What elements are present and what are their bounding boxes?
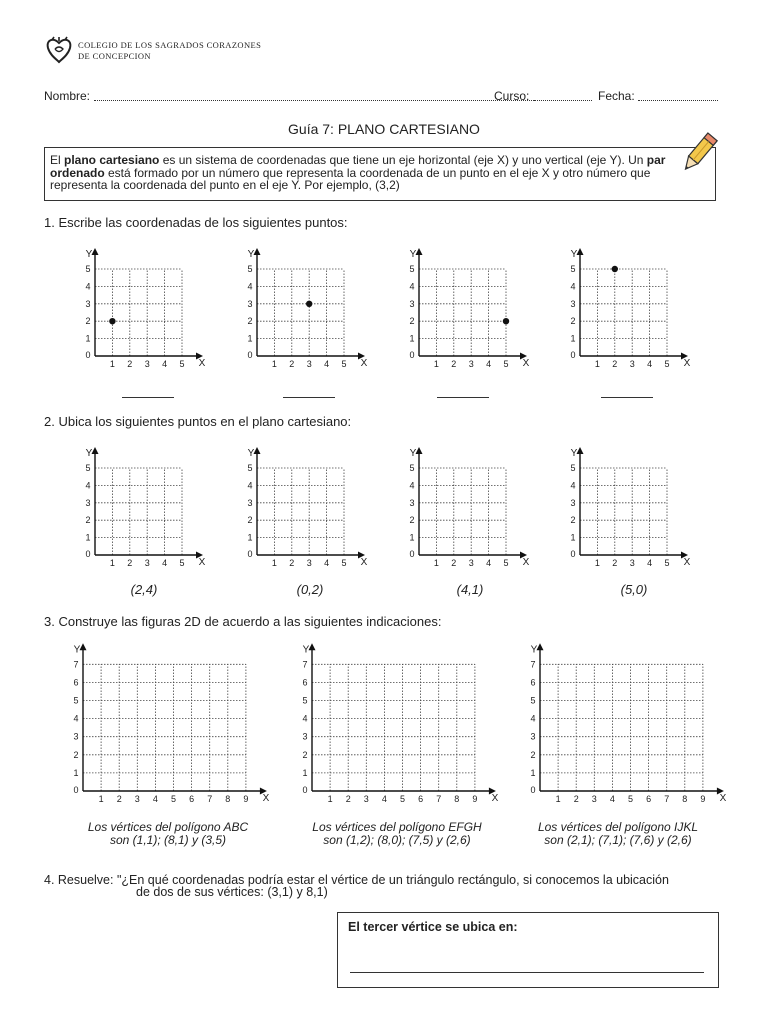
graph2-2-x-tick-label: 2 — [289, 558, 295, 568]
graph3-1-x-tick-label: 6 — [189, 794, 195, 804]
graph1-2-y-tick-label: 4 — [247, 281, 253, 292]
graph3-3-y-label: Y — [530, 644, 538, 656]
graph3-3-origin-label: 0 — [530, 785, 536, 795]
graph1-2-x-tick-label: 1 — [271, 359, 277, 369]
graph3-1-x-tick-label: 4 — [152, 794, 158, 804]
graph1-1-y-tick-label: 1 — [85, 333, 91, 344]
section4-line1: 4. Resuelve: "¿En qué coordenadas podría estar el vértice de un triángulo rectángulo, si conocemos la ubicación — [44, 873, 669, 887]
graph3-3-y-tick-label: 4 — [530, 713, 536, 724]
graph2-1-x-tick-label: 1 — [109, 558, 115, 568]
graph1-1-y-tick-label: 3 — [85, 298, 91, 309]
graph3-1-x-tick-label: 3 — [134, 794, 140, 804]
graph2-1-y-tick-label: 5 — [85, 463, 91, 473]
graph2-1-x-label: X — [198, 557, 206, 568]
graph2-4-x-tick-label: 4 — [647, 558, 653, 568]
graph2-1-x-tick-label: 4 — [162, 558, 168, 568]
caption-ijkl-line1: Los vértices del polígono IJKL — [537, 820, 699, 834]
graph2-3-x-tick-label: 1 — [433, 558, 439, 568]
caption-ijkl-line2: son (2,1); (7,1); (7,6) y (2,6) — [544, 833, 692, 847]
graph3-3-x-tick-label: 8 — [682, 794, 688, 804]
graph1-4-y-tick-label: 5 — [570, 264, 576, 274]
caption-efgh-line1: Los vértices del polígono EFGH — [312, 820, 482, 834]
graph3-3-x-tick-label: 3 — [591, 794, 597, 804]
graph1-1-y-tick-label: 4 — [85, 281, 91, 292]
graph3-2-y-tick-label: 7 — [302, 659, 308, 670]
graph3-2-x-tick-label: 3 — [363, 794, 369, 804]
graph2-1-y-arrow-icon — [92, 447, 99, 454]
graph3-3-x-tick-label: 6 — [646, 794, 652, 804]
graph2-3-y-tick-label: 4 — [409, 480, 415, 491]
graph3-1-y-arrow-icon — [80, 643, 87, 650]
graph1-4-x-tick-label: 3 — [629, 359, 635, 369]
graph2-2-y-tick-label: 4 — [247, 480, 253, 491]
graph3-2-origin-label: 0 — [302, 785, 308, 795]
graph1-1-y-label: Y — [85, 249, 93, 260]
graph3-3-x-tick-label: 7 — [664, 794, 670, 804]
graph3-3-y-arrow-icon — [537, 643, 544, 650]
graph1-3-point — [503, 318, 509, 324]
graph2-2-x-tick-label: 4 — [324, 558, 330, 568]
point-label-3: (4,1) — [456, 582, 484, 597]
graph3-2-x-tick-label: 9 — [472, 794, 478, 804]
graph3-1-x-tick-label: 5 — [170, 794, 177, 804]
point-label-2: (0,2) — [296, 582, 324, 597]
graph3-2-y-tick-label: 4 — [302, 713, 308, 724]
graph1-2-x-tick-label: 4 — [324, 359, 330, 369]
graph1-2-y-label: Y — [247, 249, 255, 260]
graph2-1-x-tick-label: 2 — [127, 558, 133, 568]
graph1-1-point — [109, 318, 115, 324]
graph3-3-y-tick-label: 3 — [530, 731, 536, 742]
graph1-3-x-tick-label: 5 — [503, 359, 509, 369]
definition-text: El plano cartesiano es un sistema de coordenadas que tiene un eje horizontal (eje X) y uno vertical (eje Y). Un par ordenado está formado por un número que representa la coordenada de un punto en el eje X y otro número que representa la coordenada del punto en el eje Y. Por ejemplo, (3,2) — [50, 153, 666, 192]
answer-line-2[interactable] — [283, 397, 335, 398]
fecha-label: Fecha: — [598, 89, 635, 103]
graph2-2-x-tick-label: 3 — [306, 558, 312, 568]
graph3-1-y-tick-label: 3 — [73, 731, 79, 742]
graph2-3-y-tick-label: 3 — [409, 497, 415, 508]
graph1-3-y-tick-label: 3 — [409, 298, 415, 309]
graph3-3-x-tick-label: 9 — [700, 794, 706, 804]
graph3-3-y-tick-label: 7 — [530, 659, 536, 670]
graph3-3-y-tick-label: 5 — [530, 695, 536, 706]
graph2-4-y-tick-label: 5 — [570, 463, 576, 473]
graph3-2-y-label: Y — [302, 644, 310, 656]
graph1-1-x-tick-label: 2 — [127, 359, 133, 369]
section4-question — [44, 874, 734, 898]
answer-line-4[interactable] — [601, 397, 653, 398]
graph1-3-y-label: Y — [409, 249, 417, 260]
graph2-3-x-tick-label: 5 — [503, 558, 509, 568]
graph1-4-origin-label: 0 — [570, 350, 576, 360]
graph1-3-y-arrow-icon — [416, 248, 423, 255]
nombre-label: Nombre: — [44, 89, 91, 103]
graph3-2-x-tick-label: 2 — [345, 794, 351, 804]
graph2-2-y-tick-label: 2 — [247, 515, 253, 526]
graph3-1-x-tick-label: 8 — [225, 794, 231, 804]
graph2-4-x-tick-label: 2 — [612, 558, 618, 568]
graph3-2-y-tick-label: 6 — [302, 677, 308, 688]
graph2-3-y-tick-label: 2 — [409, 515, 415, 526]
graph2-2-y-tick-label: 3 — [247, 497, 253, 508]
graph2-3-x-label: X — [522, 557, 530, 568]
caption-ijkl — [503, 821, 733, 847]
page-title: Guía 7: PLANO CARTESIANO — [288, 121, 480, 137]
graph3-2-y-tick-label: 1 — [302, 767, 308, 778]
graph3-2-x-tick-label: 7 — [436, 794, 442, 804]
graph2-1-origin-label: 0 — [85, 549, 91, 559]
graph1-3-x-tick-label: 3 — [468, 359, 474, 369]
graph2-2-y-arrow-icon — [254, 447, 261, 454]
graph2-2-y-label: Y — [247, 448, 255, 459]
graph3-2-y-tick-label: 5 — [302, 695, 308, 706]
graph2-2-y-tick-label: 1 — [247, 532, 253, 543]
graph3-3-y-tick-label: 2 — [530, 749, 536, 760]
graph1-3-x-label: X — [522, 358, 530, 369]
graph3-3-x-tick-label: 2 — [573, 794, 579, 804]
section2-heading: 2. Ubica los siguientes puntos en el plano cartesiano: — [44, 414, 352, 429]
graph1-1-x-tick-label: 4 — [162, 359, 168, 369]
graph3-2-x-tick-label: 8 — [454, 794, 460, 804]
graph3-1-y-tick-label: 7 — [73, 659, 79, 670]
graph1-1-x-tick-label: 1 — [109, 359, 115, 369]
graph1-4-y-tick-label: 4 — [570, 281, 576, 292]
caption-abc-line1: Los vértices del polígono ABC — [87, 820, 249, 834]
graph1-2-y-tick-label: 1 — [247, 333, 253, 344]
answer-box-line[interactable] — [350, 972, 704, 973]
graph3-3-y-tick-label: 1 — [530, 767, 536, 778]
graph2-1-x-tick-label: 3 — [144, 558, 150, 568]
graph1-2-y-arrow-icon — [254, 248, 261, 255]
graph1-4-y-tick-label: 1 — [570, 333, 576, 344]
graph2-4-y-tick-label: 2 — [570, 515, 576, 526]
graph1-4-x-tick-label: 1 — [594, 359, 600, 369]
graph2-3-y-tick-label: 5 — [409, 463, 415, 473]
graph1-2-x-tick-label: 2 — [289, 359, 295, 369]
graph3-1-x-tick-label: 9 — [243, 794, 249, 804]
graph2-2-x-tick-label: 1 — [271, 558, 277, 568]
answer-line-1[interactable] — [122, 397, 174, 398]
graph2-3-y-label: Y — [409, 448, 417, 459]
graph1-1-y-arrow-icon — [92, 248, 99, 255]
graph1-1-x-tick-label: 5 — [179, 359, 185, 369]
graph2-4-x-tick-label: 1 — [594, 558, 600, 568]
caption-efgh-line2: son (1,2); (8,0); (7,5) y (2,6) — [323, 833, 471, 847]
graph3-1-y-label: Y — [73, 644, 81, 656]
graph1-1-y-tick-label: 2 — [85, 316, 91, 327]
graph1-2-origin-label: 0 — [247, 350, 253, 360]
graph1-2-x-tick-label: 3 — [306, 359, 312, 369]
graph1-2-y-tick-label: 5 — [247, 264, 253, 274]
graph3-2-x-tick-label: 5 — [399, 794, 406, 804]
graph1-2-y-tick-label: 2 — [247, 316, 253, 327]
graph1-1-x-label: X — [198, 358, 206, 369]
caption-abc-line2: son (1,1); (8,1) y (3,5) — [109, 833, 227, 847]
graph2-1-y-tick-label: 1 — [85, 532, 91, 543]
graph3-3-x-tick-label: 5 — [627, 794, 634, 804]
graph2-1-y-tick-label: 3 — [85, 497, 91, 508]
graph2-1-y-tick-label: 2 — [85, 515, 91, 526]
graph2-2-x-label: X — [360, 557, 368, 568]
caption-abc — [53, 821, 283, 847]
graph1-3-x-tick-label: 1 — [433, 359, 439, 369]
graph1-4-y-label: Y — [570, 249, 578, 260]
graph3-3-x-label: X — [719, 793, 727, 804]
graph3-1-x-label: X — [262, 793, 270, 804]
graph1-3-x-tick-label: 2 — [451, 359, 457, 369]
school-name-line2: DE CONCEPCION — [78, 51, 151, 61]
graph2-4-y-arrow-icon — [577, 447, 584, 454]
graph1-3-y-tick-label: 2 — [409, 316, 415, 327]
graph2-2-origin-label: 0 — [247, 549, 253, 559]
graph1-4-x-tick-label: 4 — [647, 359, 653, 369]
graph2-1-y-label: Y — [85, 448, 93, 459]
point-label-1: (2,4) — [130, 582, 158, 597]
curso-label: Curso: — [494, 89, 530, 103]
graph3-1-origin-label: 0 — [73, 785, 79, 795]
graph3-1-y-tick-label: 5 — [73, 695, 79, 706]
graph1-1-y-tick-label: 5 — [85, 264, 91, 274]
graph3-3-y-tick-label: 6 — [530, 677, 536, 688]
section1-heading: 1. Escribe las coordenadas de los siguientes puntos: — [44, 215, 348, 230]
graph2-3-x-tick-label: 3 — [468, 558, 474, 568]
graph3-2-y-tick-label: 2 — [302, 749, 308, 760]
graph1-1-origin-label: 0 — [85, 350, 91, 360]
graph1-2-y-tick-label: 3 — [247, 298, 253, 309]
graph3-2-x-label: X — [491, 793, 499, 804]
graph1-3-y-tick-label: 5 — [409, 264, 415, 274]
graph2-1-x-tick-label: 5 — [179, 558, 185, 568]
graph1-4-y-tick-label: 3 — [570, 298, 576, 309]
graph1-3-y-tick-label: 1 — [409, 333, 415, 344]
section3-heading: 3. Construye las figuras 2D de acuerdo a las siguientes indicaciones: — [44, 614, 442, 629]
graph3-3-x-tick-label: 4 — [609, 794, 615, 804]
graph2-1-y-tick-label: 4 — [85, 480, 91, 491]
graph2-3-y-arrow-icon — [416, 447, 423, 454]
answer-box-label: El tercer vértice se ubica en: — [348, 920, 518, 934]
graph2-3-origin-label: 0 — [409, 549, 415, 559]
graph3-1-x-tick-label: 1 — [98, 794, 104, 804]
graph3-2-x-tick-label: 4 — [381, 794, 387, 804]
graph1-4-point — [612, 266, 618, 272]
graph1-1-x-tick-label: 3 — [144, 359, 150, 369]
graph2-4-x-label: X — [683, 557, 691, 568]
graph1-4-x-tick-label: 5 — [664, 359, 670, 369]
graph3-1-y-tick-label: 2 — [73, 749, 79, 760]
graph3-2-y-tick-label: 3 — [302, 731, 308, 742]
graph2-4-x-tick-label: 3 — [629, 558, 635, 568]
school-name-line1: COLEGIO DE LOS SAGRADOS CORAZONES — [78, 40, 262, 50]
graph2-2-x-tick-label: 5 — [341, 558, 347, 568]
graph1-2-point — [306, 301, 312, 307]
graph1-3-origin-label: 0 — [409, 350, 415, 360]
graph2-3-x-tick-label: 2 — [451, 558, 457, 568]
graph3-1-x-tick-label: 2 — [116, 794, 122, 804]
graph3-2-x-tick-label: 1 — [327, 794, 333, 804]
graph2-3-x-tick-label: 4 — [486, 558, 492, 568]
graph2-4-origin-label: 0 — [570, 549, 576, 559]
graph2-4-y-tick-label: 1 — [570, 532, 576, 543]
section4-line2: de dos de sus vértices: (3,1) y 8,1) — [136, 885, 328, 899]
graph2-4-y-tick-label: 4 — [570, 480, 576, 491]
graph2-3-y-tick-label: 1 — [409, 532, 415, 543]
caption-efgh — [282, 821, 512, 847]
graph1-4-x-label: X — [683, 358, 691, 369]
graph1-4-x-tick-label: 2 — [612, 359, 618, 369]
graph1-4-y-arrow-icon — [577, 248, 584, 255]
point-label-4: (5,0) — [620, 582, 648, 597]
graph3-1-y-tick-label: 4 — [73, 713, 79, 724]
graph1-3-x-tick-label: 4 — [486, 359, 492, 369]
graph3-3-x-tick-label: 1 — [555, 794, 561, 804]
graph2-4-y-label: Y — [570, 448, 578, 459]
graph1-3-y-tick-label: 4 — [409, 281, 415, 292]
graph3-1-y-tick-label: 6 — [73, 677, 79, 688]
answer-line-3[interactable] — [437, 397, 489, 398]
graph1-2-x-tick-label: 5 — [341, 359, 347, 369]
graph2-2-y-tick-label: 5 — [247, 463, 253, 473]
graph1-4-y-tick-label: 2 — [570, 316, 576, 327]
graph3-1-x-tick-label: 7 — [207, 794, 213, 804]
graph3-1-y-tick-label: 1 — [73, 767, 79, 778]
graph2-4-y-tick-label: 3 — [570, 497, 576, 508]
graph3-2-y-arrow-icon — [309, 643, 316, 650]
graph3-2-x-tick-label: 6 — [418, 794, 424, 804]
graph1-2-x-label: X — [360, 358, 368, 369]
graph2-4-x-tick-label: 5 — [664, 558, 670, 568]
